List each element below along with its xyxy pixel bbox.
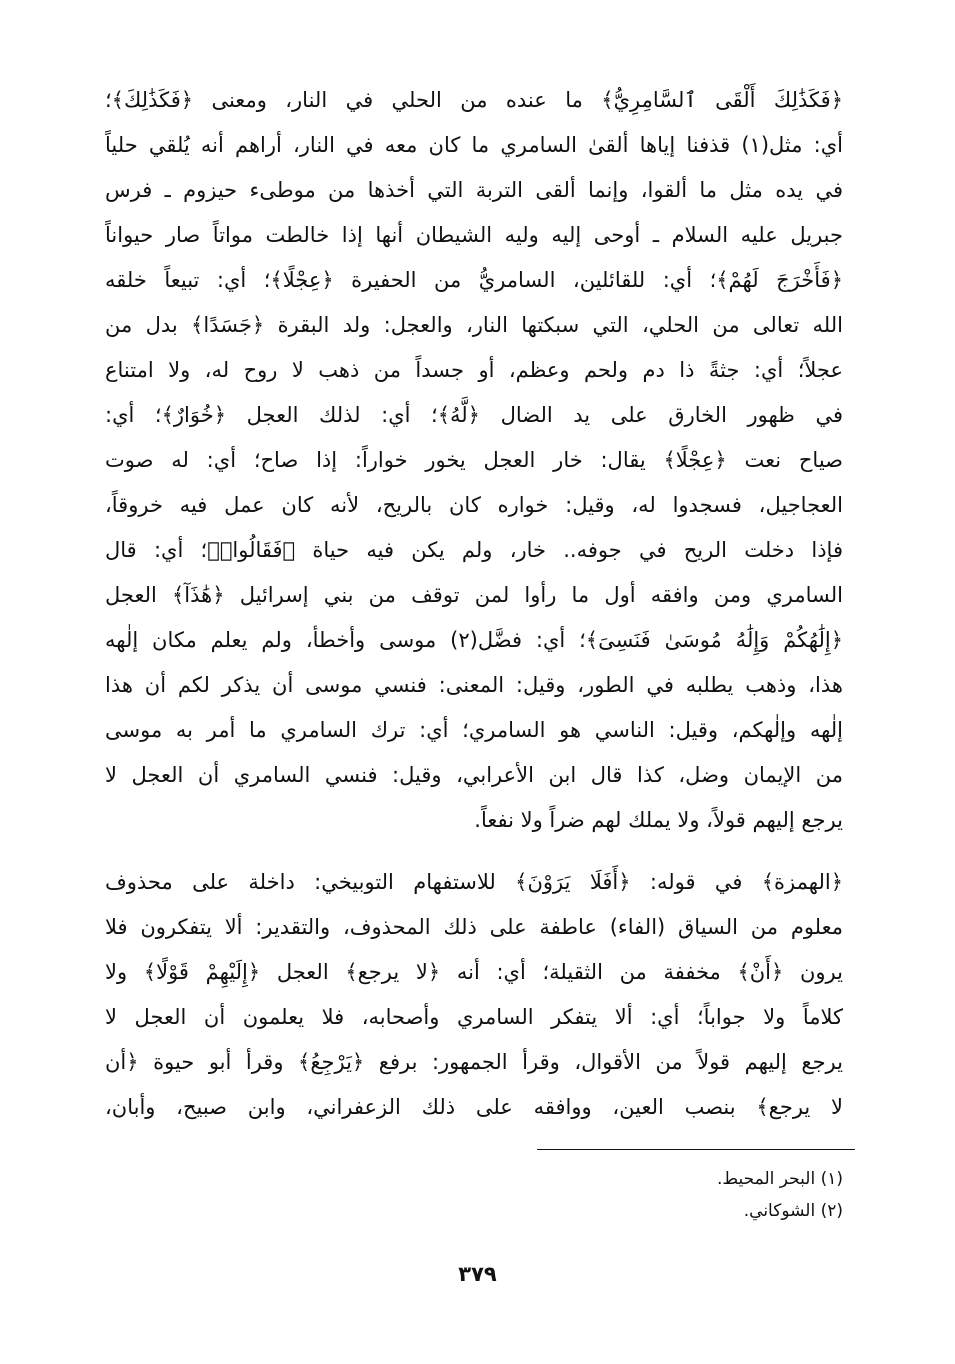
text-line: في يده مثل ما ألقوا، وإنما ألقى التربة التي أخذها من موطىء حيزوم ـ فرس <box>105 178 843 202</box>
footnote-item: (١) البحر المحيط. <box>717 1169 843 1189</box>
text-line: العجاجيل، فسجدوا له، وقيل: خواره كان بالريح، لأنه كان عمل فيه خروقاً، <box>105 493 843 517</box>
text-line: فإذا دخلت الريح في جوفه.. خار، ولم يكن فيه حياة ﴿فَقَالُوا۟﴾؛ أي: قال <box>105 538 843 562</box>
footnote-divider <box>537 1149 855 1150</box>
text-line: يرجع إليهم قولاً، ولا يملك لهم ضراً ولا نفعاً. <box>474 808 843 832</box>
text-line: معلوم من السياق (الفاء) عاطفة على ذلك المحذوف، والتقدير: ألا يتفكرون فلا <box>105 915 843 939</box>
text-line: كلاماً ولا جواباً؛ أي: ألا يتفكر السامري وأصحابه، فلا يعلمون أن العجل لا <box>105 1005 843 1029</box>
text-line: هذا، وذهب يطلبه في الطور، وقيل: المعنى: فنسي موسى أن يذكر لكم أن هذا <box>105 673 843 697</box>
text-line: في ظهور الخارق على يد الضال ﴿لَّهُ﴾؛ أي: لذلك العجل ﴿خُوَارٌ﴾؛ أي: <box>105 403 843 427</box>
text-line: ﴿الهمزة﴾ في قوله: ﴿أَفَلَا يَرَوْنَ﴾ للاستفهام التوبيخي: داخلة على محذوف <box>105 870 843 894</box>
text-line: ﴿فَكَذَٰلِكَ أَلْقَى ٱلسَّامِرِيُّ﴾ ما عنده من الحلي في النار، ومعنى ﴿فَكَذَٰلِكَ﴾؛ <box>105 88 843 112</box>
text-line: ﴿فَأَخْرَجَ لَهُمْ﴾؛ أي: للقائلين، السامريُّ من الحفيرة ﴿عِجْلًا﴾؛ أي: تبيعاً خلقه <box>105 268 843 292</box>
text-line: يرجع إليهم قولاً من الأقوال، وقرأ الجمهور: برفع ﴿يَرْجِعُ﴾ وقرأ أبو حيوة ﴿أن <box>105 1050 843 1074</box>
text-line: صياح نعت ﴿عِجْلًا﴾ يقال: خار العجل يخور خواراً: إذا صاح؛ أي: له صوت <box>105 448 843 472</box>
text-line: ﴿إِلَٰهُكُمْ وَإِلَٰهُ مُوسَىٰ فَنَسِىَ﴾؛ أي: فضَّل(٢) موسى وأخطأ، ولم يعلم مكان إلٰهه <box>105 628 843 652</box>
text-line: إلٰهه وإلٰهكم، وقيل: الناسي هو السامري؛ أي: ترك السامري ما أمر به موسى <box>105 718 843 742</box>
text-line: أي: مثل(١) قذفنا إياها ألقىٰ السامري ما كان معه في النار، أراهم أنه يُلقي حلياً <box>105 133 843 157</box>
text-line: لا يرجع﴾ بنصب العين، ووافقه على ذلك الزعفراني، وابن صبيح، وأبان، <box>105 1095 843 1119</box>
page-number: ٣٧٩ <box>458 1262 497 1286</box>
text-line: جبريل عليه السلام ـ أوحى إليه وليه الشيطان أنها إذا خالطت مواتاً صار حيواناً <box>105 223 843 247</box>
text-line: السامري ومن وافقه أول ما رأوا لمن توقف من بني إسرائيل ﴿هَٰذَآ﴾ العجل <box>105 583 843 607</box>
text-line: عجلاً؛ أي: جثةً ذا دم ولحم وعظم، أو جسداً من ذهب لا روح له، ولا امتناع <box>105 358 843 382</box>
text-line: من الإيمان وضل، كذا قال ابن الأعرابي، وقيل: فنسي السامري أن العجل لا <box>105 763 843 787</box>
text-line: يرون ﴿أَنْ﴾ مخففة من الثقيلة؛ أي: أنه ﴿لا يرجع﴾ العجل ﴿إِلَيْهِمْ قَوْلًا﴾ ولا <box>105 960 843 984</box>
text-line: الله تعالى من الحلي، التي سبكتها النار، والعجل: ولد البقرة ﴿جَسَدًا﴾ بدل من <box>105 313 843 337</box>
footnote-item: (٢) الشوكاني. <box>743 1201 843 1221</box>
